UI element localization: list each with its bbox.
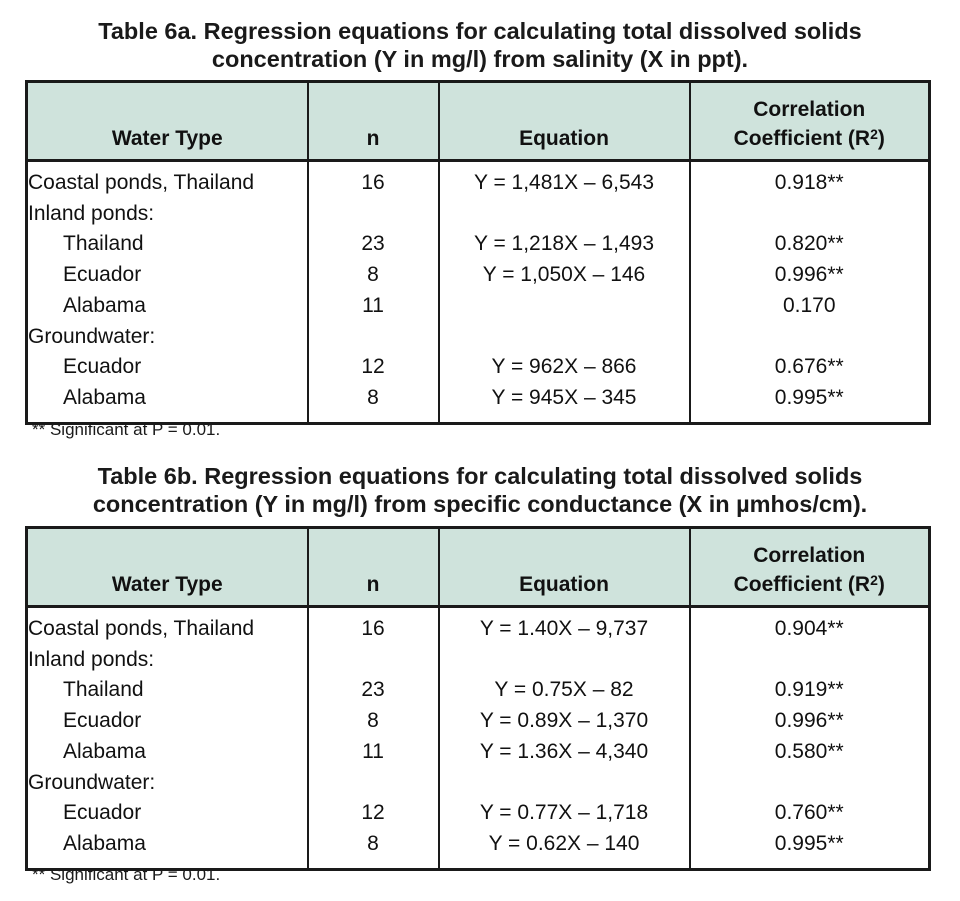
table-row xyxy=(27,229,930,260)
header-n: n xyxy=(308,82,439,161)
cell-equation: Y = 945X – 345 xyxy=(439,383,690,423)
header-correlation-line1: Correlation xyxy=(753,544,866,567)
cell-equation: Y = 0.89X – 1,370 xyxy=(439,706,690,737)
table-row xyxy=(27,798,930,829)
table-6a-footnote: ** Significant at P = 0.01. xyxy=(32,420,221,439)
header-equation: Equation xyxy=(439,82,690,161)
cell-equation xyxy=(439,199,690,230)
cell-equation: Y = 1,481X – 6,543 xyxy=(439,161,690,199)
cell-n: 12 xyxy=(308,352,439,383)
table-6a-title-line1: Table 6a. Regression equations for calculating total dissolved solids xyxy=(98,18,862,44)
table-6b-footnote: ** Significant at P = 0.01. xyxy=(32,865,221,884)
cell-n: 23 xyxy=(308,229,439,260)
cell-n: 8 xyxy=(308,706,439,737)
cell-r2 xyxy=(690,768,930,799)
cell-equation xyxy=(439,645,690,676)
cell-water-type: Thailand xyxy=(27,229,308,260)
table-6a-title xyxy=(0,17,960,73)
header-water-type: Water Type xyxy=(27,82,308,161)
cell-equation xyxy=(439,768,690,799)
cell-water-type: Coastal ponds, Thailand xyxy=(27,607,308,645)
cell-water-type: Ecuador xyxy=(27,260,308,291)
cell-equation: Y = 0.77X – 1,718 xyxy=(439,798,690,829)
cell-equation: Y = 962X – 866 xyxy=(439,352,690,383)
cell-water-type: Alabama xyxy=(27,737,308,768)
cell-n: 16 xyxy=(308,161,439,199)
cell-n: 11 xyxy=(308,737,439,768)
header-correlation-close: ) xyxy=(877,127,885,150)
cell-n: 8 xyxy=(308,260,439,291)
header-correlation-sup: 2 xyxy=(870,572,878,588)
cell-equation xyxy=(439,322,690,353)
cell-r2: 0.170 xyxy=(690,291,930,322)
table-row xyxy=(27,706,930,737)
cell-r2 xyxy=(690,322,930,353)
table-row xyxy=(27,352,930,383)
cell-water-type: Ecuador xyxy=(27,798,308,829)
cell-equation: Y = 1.36X – 4,340 xyxy=(439,737,690,768)
table-row xyxy=(27,383,930,423)
cell-n xyxy=(308,322,439,353)
table-row xyxy=(27,291,930,322)
cell-r2: 0.676** xyxy=(690,352,930,383)
table-row xyxy=(27,607,930,645)
cell-equation: Y = 0.62X – 140 xyxy=(439,829,690,869)
cell-water-type: Thailand xyxy=(27,675,308,706)
cell-r2: 0.904** xyxy=(690,607,930,645)
header-correlation xyxy=(690,528,930,607)
header-water-type: Water Type xyxy=(27,528,308,607)
table-6b-title-line2: concentration (Y in mg/l) from specific conductance (X in µmhos/cm). xyxy=(92,491,868,517)
table-6a-title-line2: concentration (Y in mg/l) from salinity (X in ppt). xyxy=(211,46,749,72)
cell-equation: Y = 1,050X – 146 xyxy=(439,260,690,291)
header-correlation xyxy=(690,82,930,161)
table-6b xyxy=(25,526,931,871)
cell-water-type: Inland ponds: xyxy=(27,199,308,230)
table-6a-header-row xyxy=(27,82,930,161)
header-equation: Equation xyxy=(439,528,690,607)
cell-n: 16 xyxy=(308,607,439,645)
table-row xyxy=(27,829,930,869)
cell-n xyxy=(308,645,439,676)
cell-equation: Y = 1,218X – 1,493 xyxy=(439,229,690,260)
header-n: n xyxy=(308,528,439,607)
cell-n xyxy=(308,199,439,230)
cell-r2: 0.760** xyxy=(690,798,930,829)
table-6a xyxy=(25,80,931,425)
table-row xyxy=(27,161,930,199)
cell-n: 8 xyxy=(308,383,439,423)
table-row xyxy=(27,645,930,676)
cell-r2 xyxy=(690,645,930,676)
table-row xyxy=(27,199,930,230)
cell-water-type: Groundwater: xyxy=(27,768,308,799)
cell-water-type: Groundwater: xyxy=(27,322,308,353)
cell-equation xyxy=(439,291,690,322)
table-6b-title-line1: Table 6b. Regression equations for calculating total dissolved solids xyxy=(97,463,863,489)
cell-n: 11 xyxy=(308,291,439,322)
table-row xyxy=(27,737,930,768)
header-correlation-line1: Correlation xyxy=(753,98,866,121)
cell-water-type: Alabama xyxy=(27,829,308,869)
cell-water-type: Ecuador xyxy=(27,352,308,383)
cell-r2: 0.580** xyxy=(690,737,930,768)
cell-equation: Y = 0.75X – 82 xyxy=(439,675,690,706)
cell-r2: 0.820** xyxy=(690,229,930,260)
cell-r2: 0.996** xyxy=(690,706,930,737)
cell-n xyxy=(308,768,439,799)
cell-equation: Y = 1.40X – 9,737 xyxy=(439,607,690,645)
cell-water-type: Ecuador xyxy=(27,706,308,737)
cell-r2: 0.996** xyxy=(690,260,930,291)
header-correlation-sup: 2 xyxy=(870,126,878,142)
cell-water-type: Inland ponds: xyxy=(27,645,308,676)
cell-r2: 0.995** xyxy=(690,829,930,869)
header-correlation-close: ) xyxy=(877,573,885,596)
cell-r2 xyxy=(690,199,930,230)
table-row xyxy=(27,675,930,706)
header-correlation-line2: Coefficient (R xyxy=(733,573,871,596)
cell-water-type: Coastal ponds, Thailand xyxy=(27,161,308,199)
table-row xyxy=(27,768,930,799)
cell-n: 8 xyxy=(308,829,439,869)
cell-r2: 0.918** xyxy=(690,161,930,199)
table-6b-title xyxy=(0,462,960,518)
cell-r2: 0.919** xyxy=(690,675,930,706)
header-correlation-line2: Coefficient (R xyxy=(733,127,871,150)
cell-water-type: Alabama xyxy=(27,383,308,423)
table-row xyxy=(27,322,930,353)
cell-n: 12 xyxy=(308,798,439,829)
cell-water-type: Alabama xyxy=(27,291,308,322)
table-row xyxy=(27,260,930,291)
cell-n: 23 xyxy=(308,675,439,706)
table-6b-header-row xyxy=(27,528,930,607)
cell-r2: 0.995** xyxy=(690,383,930,423)
